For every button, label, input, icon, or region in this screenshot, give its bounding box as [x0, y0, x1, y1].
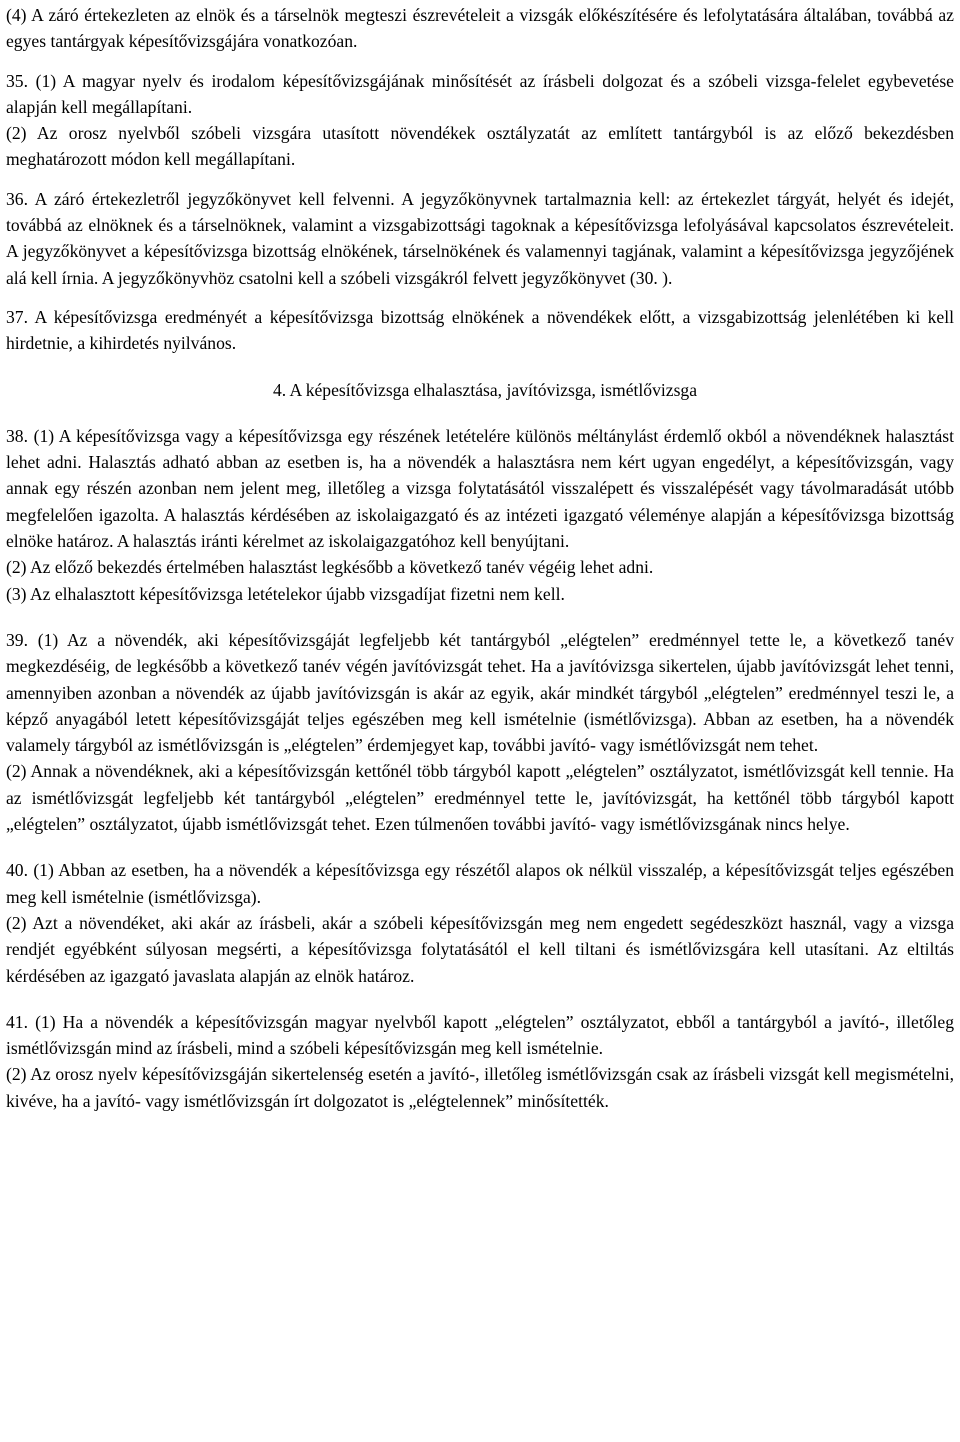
paragraph-39-2: (2) Annak a növendéknek, aki a képesítővizsgán kettőnél több tárgyból kapott „elégtelen” osztályzatot, ismétlővizsgát kell tennie. Ha az ismétlővizsgát legfeljebb két tantárgyból „elégtelen” eredménnyel tette le, javítóvizsgát, ha kettőnél több tárgyból kapott „elégtelen” osztályzatot, újabb ismétlővizsgát tehet. Ezen túlmenően további javító- vagy ismétlővizsgának nincs helye. — [6, 761, 954, 835]
section-heading-4: 4. A képesítővizsga elhalasztása, javítóvizsga, ismétlővizsga — [272, 379, 698, 400]
paragraph-40-2: (2) Azt a növendéket, aki akár az írásbeli, akár a szóbeli képesítővizsgán meg nem engedett segédeszközt használ, vagy a vizsga rendjét egyébként súlyosan megsérti, a képesítővizsga folytatásától el kell tiltani és ismétlővizsgára kell utasítani. Az eltiltás kérdésében az igazgató javaslata alapján az elnök határoz. — [6, 912, 954, 986]
paragraph-34-4: (4) A záró értekezleten az elnök és a társelnök megteszi észrevételeit a vizsgák előkészítésére és lefolytatására általában, továbbá az egyes tantárgyak képesítővizsgájára vonatkozóan. — [6, 5, 954, 52]
paragraph-41-2: (2) Az orosz nyelv képesítővizsgáján sikertelenség esetén a javító-, illetőleg ismétlővizsgán csak az írásbeli vizsgát kell megismételni, kivéve, ha a javító- vagy ismétlővizsgán írt dolgozatot is „elégtelennek” minősítették. — [6, 1064, 954, 1111]
spacer — [6, 291, 954, 304]
paragraph-38-3: (3) Az elhalasztott képesítővizsga letételekor újabb vizsgadíjat fizetni nem kell. — [6, 583, 565, 604]
paragraph-39-1: 39. (1) Az a növendék, aki képesítővizsgáját legfeljebb két tantárgyból „elégtelen” eredménnyel tette le, a következő tanév megkezdéséig, de legkésőbb a következő tanév végén javítóvizsgát tehet. Ha a javítóvizsga sikertelen, újabb javítóvizsgát lehet tenni, amennyiben azonban a növendék az újabb javítóvizsgán is akár az egyik, akár mindkét tárgyból „elégtelen” eredménnyel teszi le, a képző anyagából letett képesítővizsgáját teljes egészében meg kell ismételnie (ismétlővizsga). Abban az esetben, ha a növendék valamely tárgyból az ismétlővizsgán is „elégtelen” érdemjegyet kap, további javító- vagy ismétlővizsgát nem tehet. — [6, 629, 954, 756]
paragraph-38-1: 38. (1) A képesítővizsga vagy a képesítővizsga egy részének letételére különös méltánylást érdemlő okból a növendéknek halasztást lehet adni. Halasztás adható abban az esetben is, ha a növendék a halasztásra nem kért ugyan engedélyt, a képesítővizsgán, vagy annak egy részén azonban nem jelent meg, illetőleg a vizsga folytatásától visszalépett és visszalépését vagy távolmaradását utóbb megfelelően igazolta. A halasztás kérdésében az iskolaigazgató és az intézeti igazgató véleménye alapján a képesítővizsga bizottság elnöke határoz. A halasztás iránti kérelmet az iskolaigazgatóhoz kell benyújtani. — [6, 425, 954, 552]
paragraph-35-1: 35. (1) A magyar nyelv és irodalom képesítővizsgájának minősítését az írásbeli dolgozat és a szóbeli vizsga-felelet egybevetése alapján kell megállapítani. — [6, 70, 954, 117]
paragraph-38-2: (2) Az előző bekezdés értelmében halasztást legkésőbb a következő tanév végéig lehet adni. — [6, 557, 654, 578]
paragraph-35-2: (2) Az orosz nyelvből szóbeli vizsgára utasított növendékek osztályzatát az említett tantárgyból is az előző bekezdésben meghatározott módon kell megállapítani. — [6, 123, 954, 170]
paragraph-36: 36. A záró értekezletről jegyzőkönyvet kell felvenni. A jegyzőkönyvnek tartalmaznia kell: az értekezlet tárgyát, helyét és idejét, továbbá az elnöknek és a társelnöknek, valamint a vizsgabizottsági tagoknak a képesítővizsga lefolyásával kapcsolatos észrevételeit. A jegyzőkönyvet a képesítővizsga bizottság elnökének, társelnökének és valamennyi tagjának, valamint a képesítővizsga jegyzőjének alá kell írnia. A jegyzőkönyvhöz csatolni kell a szóbeli vizsgákról felvett jegyzőkönyvet (30. ). — [6, 188, 954, 288]
spacer — [6, 403, 954, 423]
paragraph-41-1: 41. (1) Ha a növendék a képesítővizsgán magyar nyelvből kapott „elégtelen” osztályzatot, ebből a tantárgyból a javító-, illetőleg ismétlővizsgán mind az írásbeli, mind a szóbeli képesítővizsgán meg kell ismételnie. — [6, 1011, 954, 1059]
document-page — [6, 2, 954, 1114]
spacer — [6, 989, 954, 1009]
spacer — [6, 55, 954, 68]
spacer — [6, 607, 954, 627]
paragraph-37: 37. A képesítővizsga eredményét a képesítővizsga bizottság elnökének a növendékek előtt, a vizsgabizottság jelenlétében ki kell hirdetnie, a kihirdetés nyilvános. — [6, 306, 954, 354]
paragraph-40-1: 40. (1) Abban az esetben, ha a növendék a képesítővizsga egy részétől alapos ok nélkül visszalép, a képesítővizsgát teljes egészében meg kell ismételnie (ismétlővizsga). — [6, 860, 954, 907]
spacer — [6, 357, 954, 377]
spacer — [6, 837, 954, 857]
spacer — [6, 173, 954, 186]
